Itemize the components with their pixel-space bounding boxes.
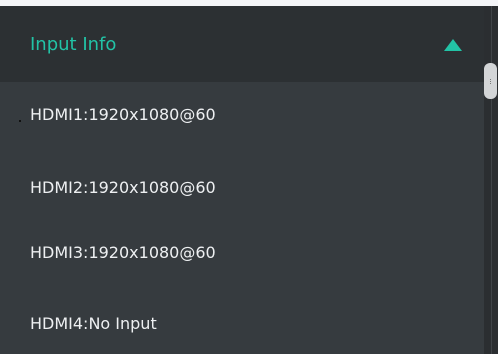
scrollbar-line bbox=[491, 6, 492, 354]
small-dot bbox=[19, 120, 21, 122]
scrollbar-grip-icon bbox=[490, 79, 491, 80]
hdmi1-input-info: HDMI1:1920x1080@60 bbox=[30, 105, 216, 124]
hdmi3-input-info: HDMI3:1920x1080@60 bbox=[30, 243, 216, 262]
input-info-panel bbox=[0, 6, 484, 354]
input-info-title: Input Info bbox=[30, 34, 117, 55]
hdmi2-input-info: HDMI2:1920x1080@60 bbox=[30, 178, 216, 197]
triangle-up-icon[interactable] bbox=[444, 39, 462, 51]
input-info-header[interactable] bbox=[0, 6, 484, 82]
hdmi4-input-info: HDMI4:No Input bbox=[30, 314, 157, 333]
scrollbar-thumb[interactable] bbox=[484, 63, 497, 99]
